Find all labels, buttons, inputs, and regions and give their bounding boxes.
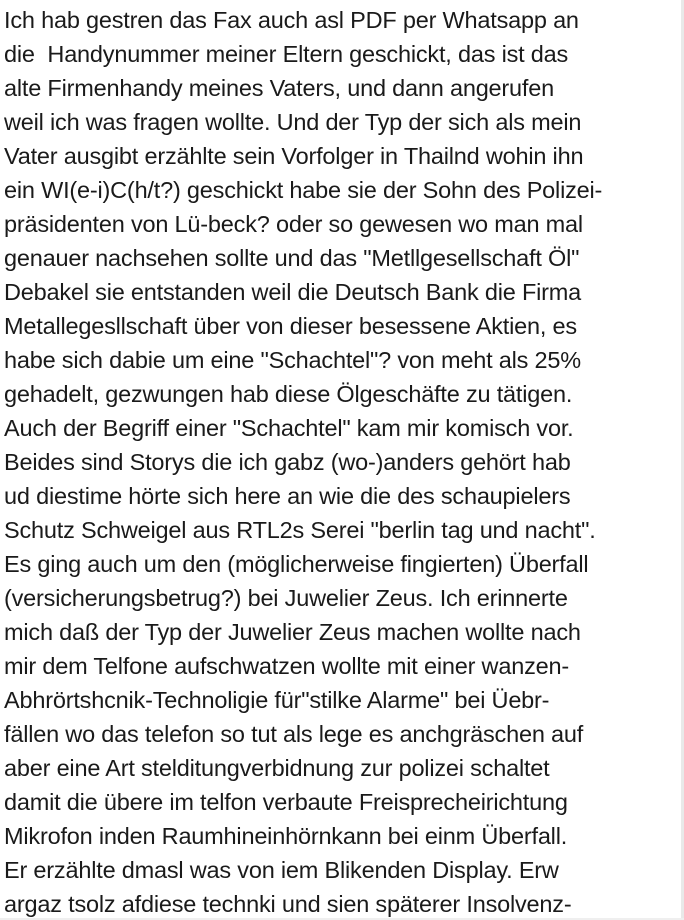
text-line: mich daß der Typ der Juwelier Zeus machen wollte nach <box>4 619 581 645</box>
text-line: argaz tsolz afdiese technki und sien späterer Insolvenz- <box>4 891 572 917</box>
text-line: Auch der Begriff einer "Schachtel" kam mir komisch vor. <box>4 415 574 441</box>
text-line: aber eine Art stelditungverbidnung zur polizei schaltet <box>4 755 550 781</box>
text-line: Beides sind Storys die ich gabz (wo-)anders gehört hab <box>4 449 571 475</box>
text-line: Metallegesllschaft über von dieser besessene Aktien, es <box>4 313 577 339</box>
text-line: ud diestime hörte sich here an wie die des schaupielers <box>4 483 571 509</box>
text-line: weil ich was fragen wollte. Und der Typ der sich als mein <box>4 109 582 135</box>
text-line: damit die übere im telfon verbaute Freisprecheirichtung <box>4 789 568 815</box>
text-line: präsidenten von Lü-beck? oder so gewesen wo man mal <box>4 211 583 237</box>
text-line: Ich hab gestren das Fax auch asl PDF per Whatsapp an <box>4 7 579 33</box>
text-line: mir dem Telfone aufschwatzen wollte mit einer wanzen- <box>4 653 569 679</box>
text-line: Debakel sie entstanden weil die Deutsch Bank die Firma <box>4 279 582 305</box>
text-line: Mikrofon inden Raumhineinhörnkann bei einm Überfall. <box>4 823 568 849</box>
text-line: Schutz Schweigel aus RTL2s Serei "berlin tag und nacht". <box>4 517 596 543</box>
text-line: fällen wo das telefon so tut als lege es anchgräschen auf <box>4 721 584 747</box>
text-line: die Handynummer meiner Eltern geschickt, das ist das <box>4 41 569 67</box>
text-line: alte Firmenhandy meines Vaters, und dann angerufen <box>4 75 554 101</box>
text-line: gehadelt, gezwungen hab diese Ölgeschäfte zu tätigen. <box>4 381 573 407</box>
text-line: Er erzählte dmasl was von iem Blikenden Display. Erw <box>4 857 559 883</box>
text-line: genauer nachsehen sollte und das "Metllgesellschaft Öl" <box>4 245 580 271</box>
text-line: (versicherungsbetrug?) bei Juwelier Zeus. Ich erinnerte <box>4 585 568 611</box>
text-line: ein WI(e-i)C(h/t?) geschickt habe sie der Sohn des Polizei- <box>4 177 603 203</box>
text-line: habe sich dabie um eine "Schachtel"? von meht als 25% <box>4 347 581 373</box>
text-line: Es ging auch um den (möglicherweise fingierten) Überfall <box>4 551 589 577</box>
text-line: Vater ausgibt erzählte sein Vorfolger in Thailnd wohin ihn <box>4 143 584 169</box>
text-line: Abhrörtshcnik-Technoligie für"stilke Alarme" bei Üebr- <box>4 687 550 713</box>
